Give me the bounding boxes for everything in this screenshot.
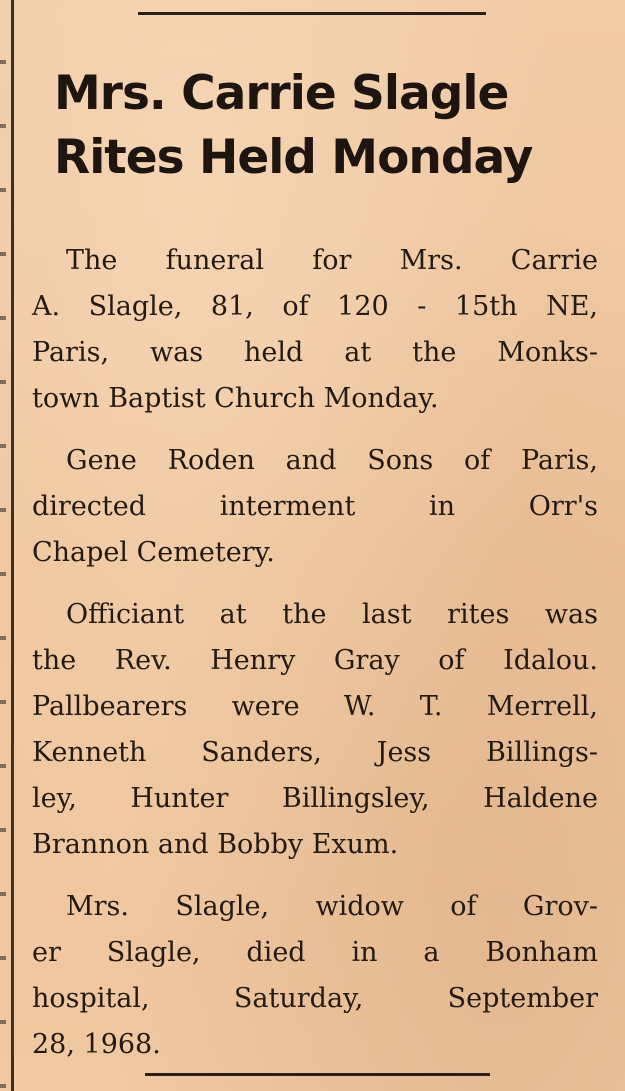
text-line: Gene Roden and Sons of Paris, (66, 445, 598, 476)
article-body (32, 238, 598, 1084)
bottom-rule (145, 1073, 490, 1076)
text-line: Pallbearers were W. T. Merrell, (32, 691, 598, 722)
text-line: The funeral for Mrs. Carrie (66, 245, 598, 276)
text-line: Chapel Cemetery. (32, 537, 275, 568)
text-line: directed interment in Orr's (32, 491, 598, 522)
text-line: er Slagle, died in a Bonham (32, 937, 598, 968)
paragraph-interment (32, 438, 598, 576)
text-line: town Baptist Church Monday. (32, 383, 439, 414)
paragraph-officiant (32, 592, 598, 868)
headline-line-1: Mrs. Carrie Slagle (54, 66, 509, 121)
paragraph-funeral (32, 238, 598, 422)
text-line: 28, 1968. (32, 1029, 161, 1060)
text-line: A. Slagle, 81, of 120 - 15th NE, (32, 291, 598, 322)
text-line: Mrs. Slagle, widow of Grov- (66, 891, 598, 922)
column-rule (11, 0, 14, 1091)
paragraph-widow (32, 884, 598, 1068)
text-line: Kenneth Sanders, Jess Billings- (32, 737, 598, 768)
headline-line-2: Rites Held Monday (54, 130, 533, 185)
clipping-edge (0, 0, 6, 1091)
text-line: Brannon and Bobby Exum. (32, 829, 399, 860)
headline (54, 62, 614, 190)
text-line: the Rev. Henry Gray of Idalou. (32, 645, 598, 676)
top-rule (138, 12, 486, 15)
text-line: Officiant at the last rites was (66, 599, 598, 630)
text-line: ley, Hunter Billingsley, Haldene (32, 783, 598, 814)
text-line: Paris, was held at the Monks- (32, 337, 598, 368)
text-line: hospital, Saturday, September (32, 983, 598, 1014)
